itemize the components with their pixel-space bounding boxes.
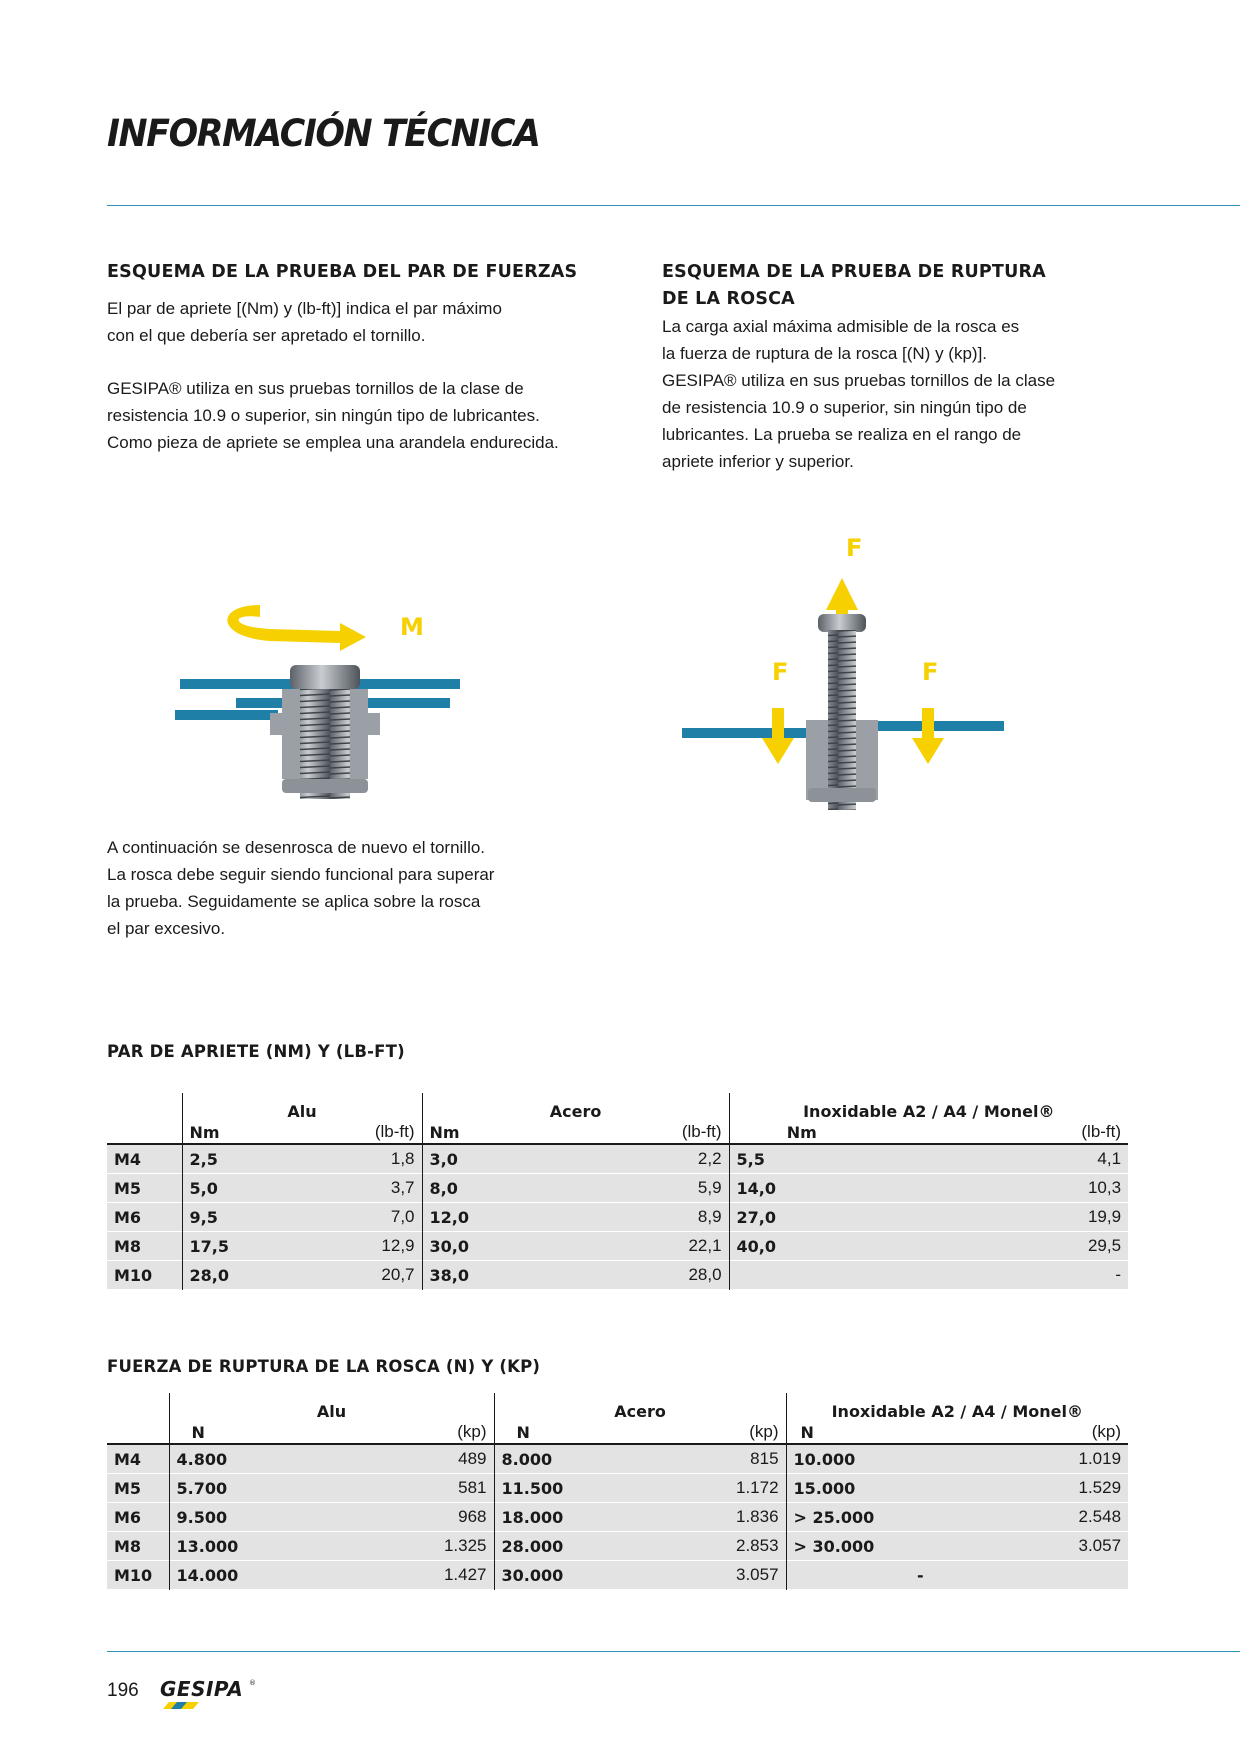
break-group-inox: Inoxidable A2 / A4 / Monel®: [786, 1393, 1128, 1421]
force-label-left: F: [772, 658, 789, 686]
table-row: [107, 1503, 1128, 1532]
unit-header: Nm: [422, 1121, 562, 1144]
unit-header: N: [494, 1421, 644, 1444]
table-row: [107, 1444, 1128, 1474]
lower-plate: [175, 710, 278, 720]
table-cell-alt-unit: 20,7: [381, 1265, 415, 1284]
table-cell-alt-unit: 581: [458, 1478, 487, 1497]
row-size-label: M6: [114, 1507, 142, 1527]
page-title: INFORMACIÓN TÉCNICA: [107, 112, 540, 155]
unit-header: N: [786, 1421, 941, 1444]
svg-text:®: ®: [249, 1679, 256, 1687]
table-cell-value: 5.700: [169, 1474, 339, 1503]
torque-label: M: [400, 613, 424, 641]
row-size-label: M10: [114, 1265, 153, 1285]
table-cell-alt-unit: 12,9: [381, 1236, 415, 1255]
table-cell-value: 17,5: [182, 1232, 307, 1261]
row-size-label: M4: [114, 1449, 142, 1469]
screw-thread: [828, 630, 856, 810]
row-size-label: M8: [114, 1236, 142, 1256]
unit-header: (kp): [1091, 1422, 1122, 1441]
screw-head: [290, 665, 360, 689]
torque-test-heading: ESQUEMA DE LA PRUEBA DEL PAR DE FUERZAS: [107, 262, 578, 282]
table-cell-value: 8.000: [494, 1444, 644, 1474]
table-cell-value: 18.000: [494, 1503, 644, 1532]
torque-group-acero: Acero: [422, 1093, 729, 1121]
table-cell-value: 5,5: [729, 1144, 874, 1174]
table-cell-alt-unit: [941, 1561, 1128, 1590]
table-cell-value: 12,0: [422, 1203, 562, 1232]
table-cell-value: > 30.000: [786, 1532, 941, 1561]
table-cell-value: 3,0: [422, 1144, 562, 1174]
screw-head: [818, 614, 866, 632]
table-cell-alt-unit: 2.548: [1078, 1507, 1122, 1526]
torque-table-heading: PAR DE APRIETE (NM) Y (LB-FT): [107, 1042, 405, 1061]
table-cell-alt-unit: 968: [458, 1507, 487, 1526]
table-cell-alt-unit: 1.019: [1078, 1449, 1122, 1468]
table-cell-value: 5,0: [182, 1174, 307, 1203]
torque-test-paragraph-3: A continuación se desenrosca de nuevo el tornillo. La rosca debe seguir siendo funcional para superar la prueba. Seguidamente se aplica sobre la rosca el par excesivo.: [107, 838, 495, 938]
logo-text: GESIPA: [160, 1677, 244, 1701]
table-cell-value: 8,0: [422, 1174, 562, 1203]
table-cell-alt-unit: 8,9: [697, 1207, 722, 1226]
row-size-label: M8: [114, 1536, 142, 1556]
torque-test-paragraph-1: El par de apriete [(Nm) y (lb-ft)] indica el par máximo con el que debería ser apretado el tornillo.: [107, 299, 502, 345]
table-row: [107, 1261, 1128, 1290]
table-cell-alt-unit: 2,2: [697, 1149, 722, 1168]
table-cell-value: 10.000: [786, 1444, 941, 1474]
row-size-label: M5: [114, 1178, 142, 1198]
break-test-heading: [662, 259, 1046, 313]
break-test-paragraph: La carga axial máxima admisible de la rosca es la fuerza de ruptura de la rosca [(N) y (kp)]. GESIPA® utiliza en sus pruebas tornillos de la clase de resistencia 10.9 o superior, sin ningún tipo de lubricantes. La prueba se realiza en el rango de apriete inferior y superior.: [662, 317, 1056, 471]
break-test-heading-line2: DE LA ROSCA: [662, 289, 795, 309]
unit-header: (lb-ft): [374, 1122, 415, 1141]
table-cell-value: 11.500: [494, 1474, 644, 1503]
table-cell-value: 14,0: [729, 1174, 874, 1203]
row-size-label: M10: [114, 1565, 153, 1585]
torque-arrow-icon: [227, 605, 366, 651]
torque-test-paragraph-2: GESIPA® utiliza en sus pruebas tornillos de la clase de resistencia 10.9 o superior, sin ningún tipo de lubricantes. Como pieza de apriete se emplea una arandela endurecida.: [107, 379, 559, 452]
row-size-label: M5: [114, 1478, 142, 1498]
table-cell-value: 30,0: [422, 1232, 562, 1261]
table-cell-alt-unit: 1.325: [443, 1536, 487, 1555]
torque-group-inox: Inoxidable A2 / A4 / Monel®: [729, 1093, 1128, 1121]
table-cell-alt-unit: 4,1: [1097, 1149, 1122, 1168]
table-cell-value: [729, 1261, 874, 1290]
table-row: [107, 1144, 1128, 1174]
break-group-acero: Acero: [494, 1393, 786, 1421]
unit-header: (lb-ft): [1081, 1122, 1122, 1141]
unit-header: (kp): [457, 1422, 487, 1441]
table-cell-alt-unit: 7,0: [390, 1207, 415, 1226]
table-row: [107, 1232, 1128, 1261]
table-cell-alt-unit: 1,8: [390, 1149, 415, 1168]
table-row: [107, 1561, 1128, 1590]
table-cell-alt-unit: 3.057: [1078, 1536, 1122, 1555]
table-cell-value: 2,5: [182, 1144, 307, 1174]
force-label-top: F: [846, 534, 863, 562]
table-cell-value: 13.000: [169, 1532, 339, 1561]
table-cell-alt-unit: 3.057: [735, 1565, 779, 1584]
footer-divider: [107, 1651, 1240, 1652]
torque-group-alu: Alu: [182, 1093, 422, 1121]
table-row: [107, 1203, 1128, 1232]
table-cell-alt-unit: 3,7: [390, 1178, 415, 1197]
table-cell-value: -: [786, 1561, 941, 1590]
table-cell-value: 9.500: [169, 1503, 339, 1532]
unit-header: Nm: [729, 1121, 874, 1144]
table-cell-value: > 25.000: [786, 1503, 941, 1532]
down-arrow-right-icon: [912, 708, 944, 764]
table-cell-alt-unit: 28,0: [688, 1265, 722, 1284]
table-cell-alt-unit: 29,5: [1087, 1236, 1122, 1255]
plate-left: [682, 728, 807, 738]
unit-header: (kp): [749, 1422, 779, 1441]
table-cell-alt-unit: 489: [458, 1449, 487, 1468]
table-cell-alt-unit: -: [1115, 1265, 1122, 1284]
header-divider: [107, 205, 1240, 206]
break-table-heading: FUERZA DE RUPTURA DE LA ROSCA (N) Y (KP): [107, 1357, 541, 1376]
table-cell-value: 4.800: [169, 1444, 339, 1474]
unit-header: Nm: [182, 1121, 307, 1144]
table-cell-alt-unit: 1.172: [735, 1478, 779, 1497]
page-number: 196: [107, 1680, 139, 1701]
table-cell-value: 28,0: [182, 1261, 307, 1290]
table-row: [107, 1532, 1128, 1561]
table-cell-value: 15.000: [786, 1474, 941, 1503]
unit-header: N: [169, 1421, 339, 1444]
table-cell-alt-unit: 5,9: [697, 1178, 722, 1197]
table-cell-value: 38,0: [422, 1261, 562, 1290]
table-cell-value: 27,0: [729, 1203, 874, 1232]
torque-test-diagram: [170, 595, 490, 810]
table-cell-alt-unit: 19,9: [1087, 1207, 1122, 1226]
table-row: [107, 1474, 1128, 1503]
table-cell-alt-unit: 815: [750, 1449, 779, 1468]
table-row: [107, 1174, 1128, 1203]
row-size-label: M4: [114, 1149, 142, 1169]
force-label-right: F: [922, 658, 939, 686]
table-cell-alt-unit: 22,1: [688, 1236, 722, 1255]
break-test-heading-line1: ESQUEMA DE LA PRUEBA DE RUPTURA: [662, 262, 1046, 282]
table-cell-value: 9,5: [182, 1203, 307, 1232]
break-group-alu: Alu: [169, 1393, 494, 1421]
table-cell-value: 30.000: [494, 1561, 644, 1590]
table-cell-value: 14.000: [169, 1561, 339, 1590]
torque-table: [107, 1093, 1128, 1290]
table-cell-alt-unit: 1.529: [1078, 1478, 1122, 1497]
table-cell-value: 40,0: [729, 1232, 874, 1261]
table-cell-alt-unit: 2.853: [735, 1536, 779, 1555]
row-size-label: M6: [114, 1207, 142, 1227]
break-table: [107, 1393, 1128, 1590]
break-test-diagram: [678, 530, 1028, 820]
table-cell-alt-unit: 1.427: [443, 1565, 487, 1584]
table-cell-alt-unit: 1.836: [735, 1507, 779, 1526]
table-cell-alt-unit: 10,3: [1087, 1178, 1122, 1197]
unit-header: (lb-ft): [681, 1122, 722, 1141]
plate-right: [876, 721, 1004, 731]
gesipa-logo: [159, 1676, 259, 1712]
table-cell-value: 28.000: [494, 1532, 644, 1561]
